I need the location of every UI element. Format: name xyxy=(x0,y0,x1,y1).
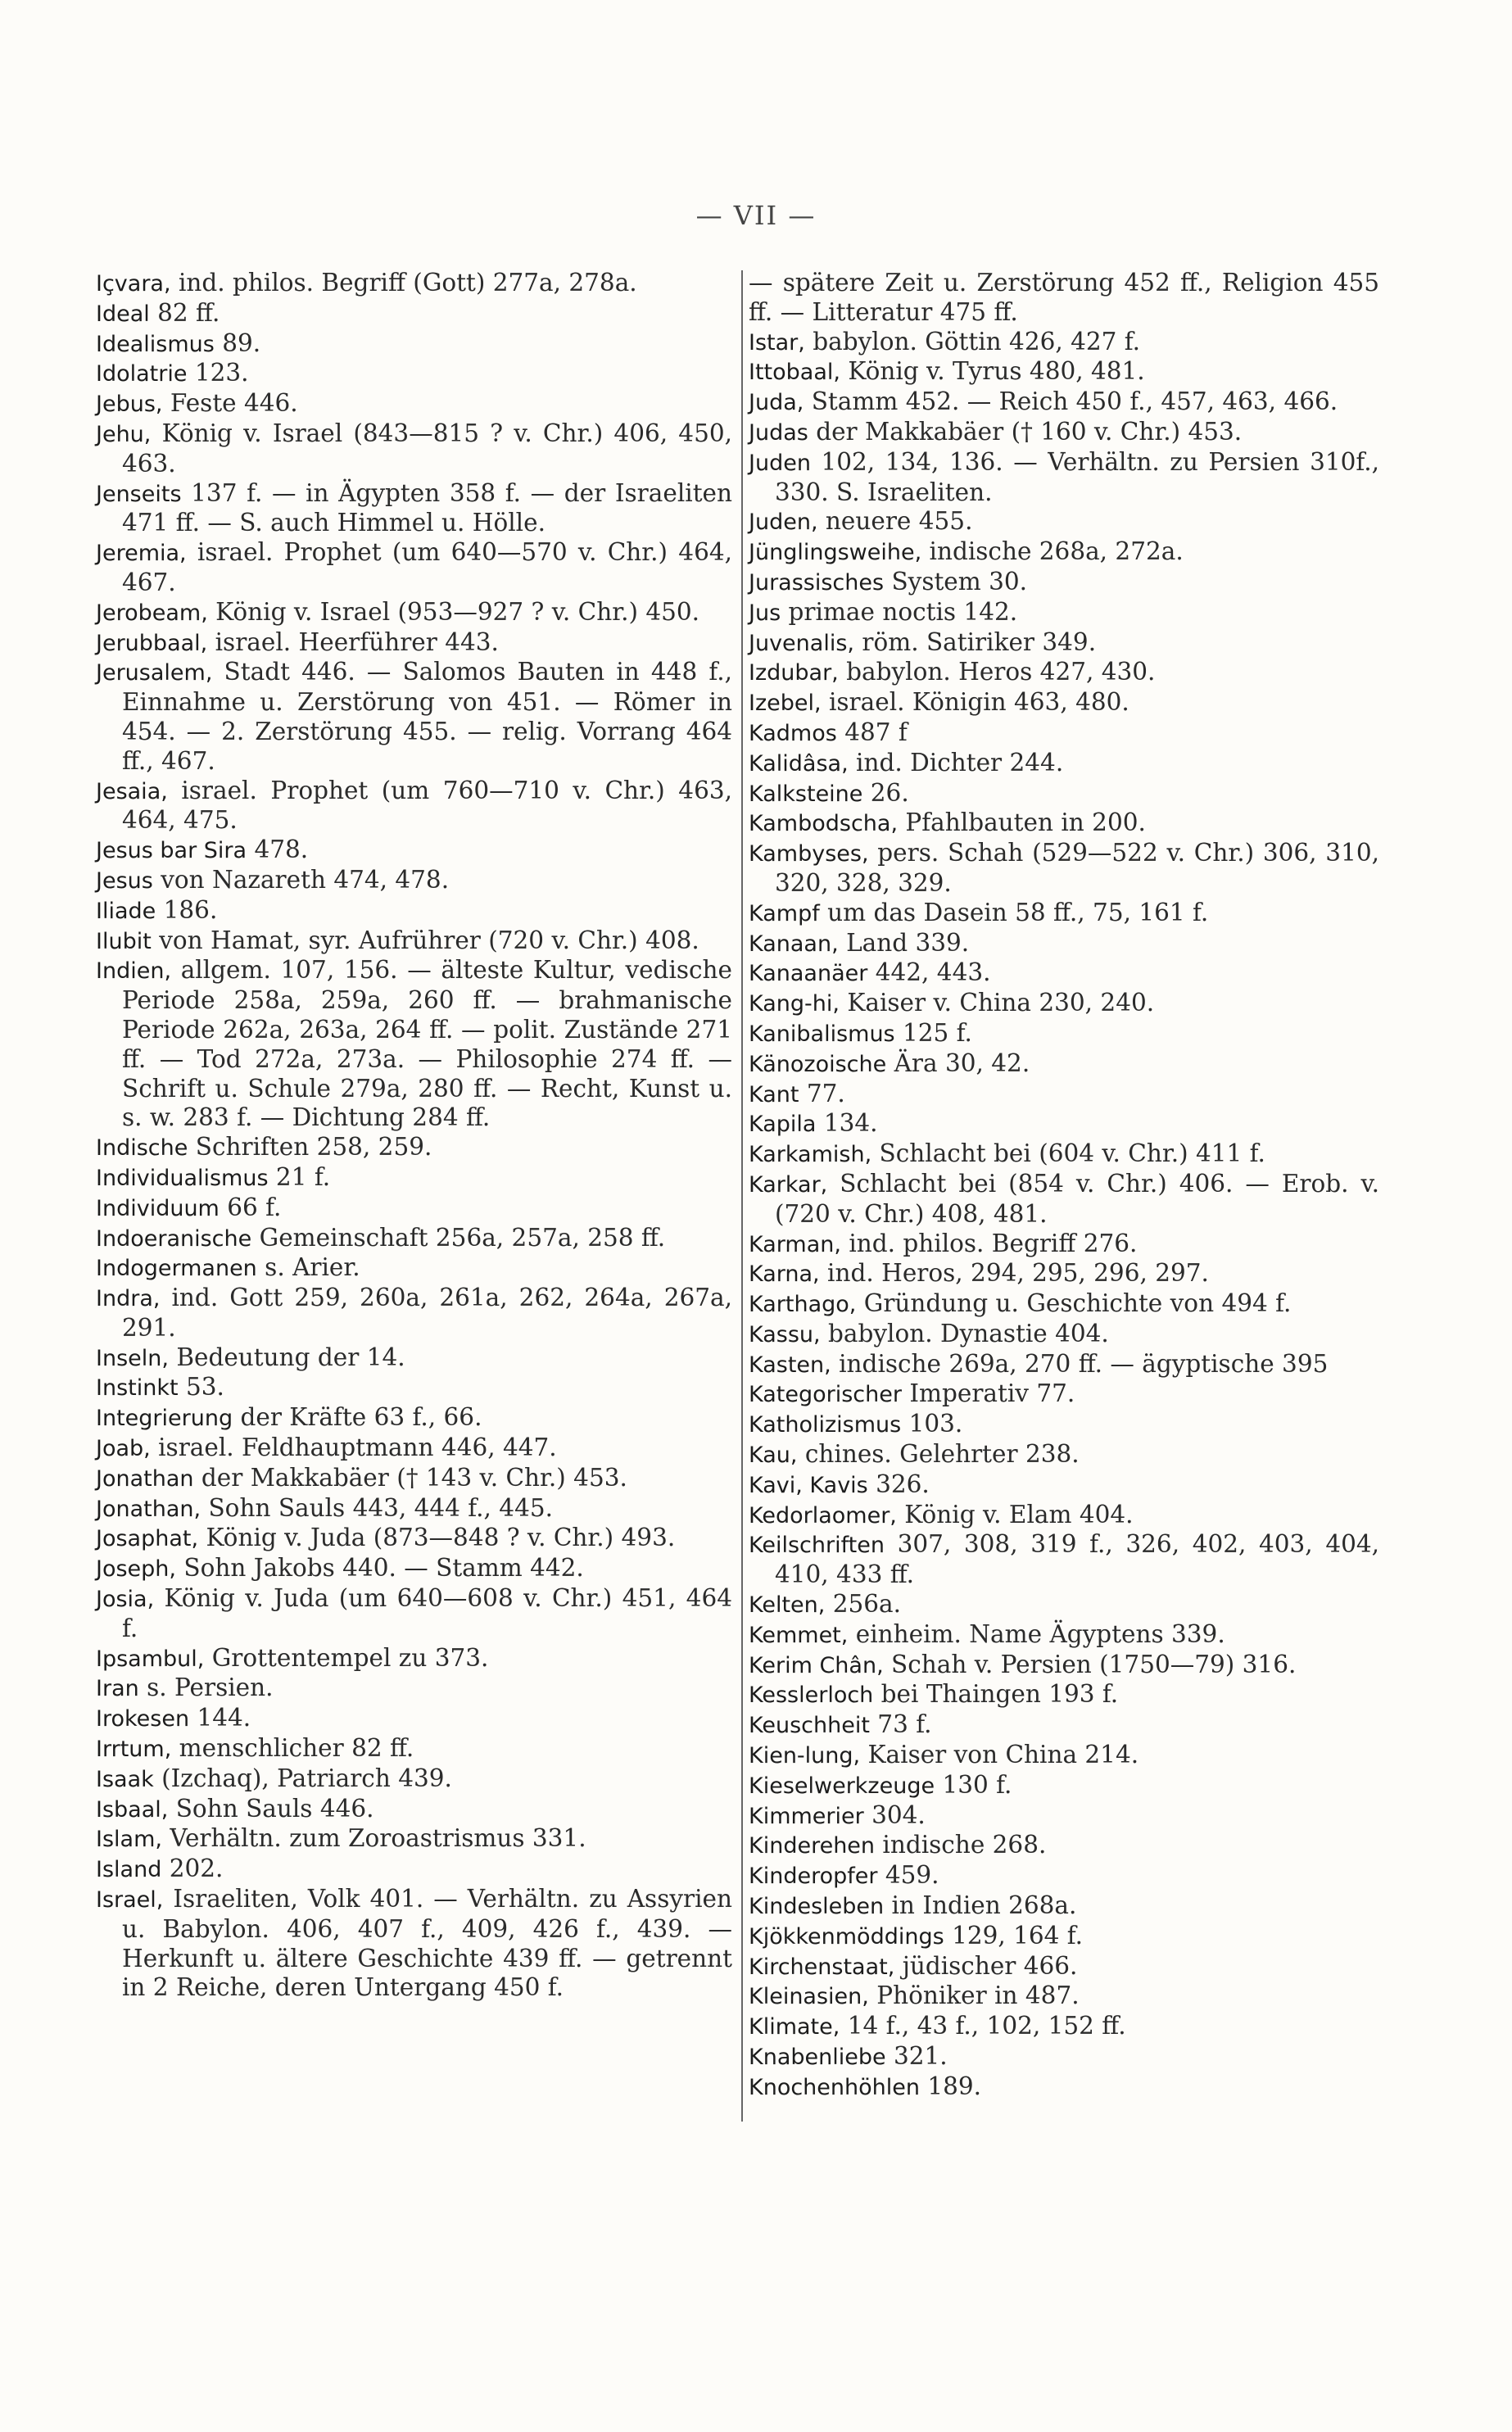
index-entry-text: 102, 134, 136. — Verhältn. zu Persien 310f., 330. S. Israeliten. xyxy=(775,447,1379,506)
index-entry xyxy=(749,1861,1379,1891)
index-entry-headword: Jesaia, xyxy=(96,778,168,804)
index-entry-headword: Jurassisches xyxy=(749,569,885,596)
index-entry xyxy=(749,1259,1379,1289)
index-entry-headword: Islam, xyxy=(96,1827,162,1853)
index-entry xyxy=(96,479,732,539)
index-entry-text: 442, 443. xyxy=(867,958,991,987)
index-entry-text: Pfahlbauten in 200. xyxy=(898,808,1146,837)
index-entry-text: israel. Prophet (um 640—570 v. Chr.) 464, 467. xyxy=(122,538,732,596)
index-entry-headword: Iran xyxy=(96,1676,139,1702)
index-entry xyxy=(96,1704,732,1734)
index-entry-text: einheim. Name Ägyptens 339. xyxy=(848,1619,1225,1648)
index-entry-headword: Indoeranische xyxy=(96,1225,252,1252)
index-entry-headword: Ilubit xyxy=(96,928,152,954)
index-entry-text: 256a. xyxy=(825,1590,902,1619)
index-entry xyxy=(749,1680,1379,1710)
index-entry-text: König v. Juda (um 640—608 v. Chr.) 451, 464 f. xyxy=(122,1584,732,1642)
index-entry-text: System 30. xyxy=(884,567,1028,596)
index-entry xyxy=(96,419,732,479)
index-entry xyxy=(749,1049,1379,1080)
index-entry xyxy=(749,628,1379,659)
index-entry-text: indische 268a, 272a. xyxy=(921,537,1184,566)
index-entry-text: pers. Schah (529—522 v. Chr.) 306, 310, 320, 328, 329. xyxy=(775,839,1379,897)
index-entry-headword: Kinderehen xyxy=(749,1833,876,1859)
index-entry-headword: Keuschheit xyxy=(749,1713,870,1739)
index-entry-headword: Isbaal, xyxy=(96,1796,169,1823)
index-entry xyxy=(749,1379,1379,1410)
index-entry xyxy=(96,777,732,836)
index-entry-headword: Instinkt xyxy=(96,1375,179,1402)
index-entry xyxy=(749,658,1379,688)
index-entry-headword: Kambyses, xyxy=(749,841,869,867)
index-entry-text: 82 ff. xyxy=(149,298,220,327)
index-entry xyxy=(96,1373,732,1403)
index-entry-text: 459. xyxy=(877,1861,939,1890)
index-entry xyxy=(749,958,1379,989)
index-entry xyxy=(96,1824,732,1855)
index-entry-headword: Judas xyxy=(749,419,808,446)
index-entry-headword: Jesus xyxy=(96,867,153,894)
index-entry-text: Grottentempel zu 373. xyxy=(204,1643,489,1672)
index-entry-headword: Kinderopfer xyxy=(749,1864,878,1890)
index-entry-headword: Individuum xyxy=(96,1195,220,1221)
index-entry-headword: Irrtum, xyxy=(96,1737,172,1763)
index-entry-headword: Kadmos xyxy=(749,720,837,746)
index-entry-text: Kaiser v. China 230, 240. xyxy=(839,989,1155,1017)
index-entry-headword: Kieselwerkzeuge xyxy=(749,1773,935,1799)
index-entry-text: babylon. Göttin 426, 427 f. xyxy=(804,327,1141,356)
index-entry-text: 326. xyxy=(867,1470,930,1498)
index-entry xyxy=(96,1224,732,1254)
index-entry xyxy=(96,1494,732,1524)
index-entry xyxy=(749,1410,1379,1440)
index-entry-headword: Kerim Chân, xyxy=(749,1652,884,1678)
index-entry-text: 189. xyxy=(920,2072,982,2100)
index-entry-headword: Kedorlaomer, xyxy=(749,1502,897,1528)
index-entry xyxy=(96,836,732,866)
index-entry-headword: Kalksteine xyxy=(749,781,863,807)
index-entry xyxy=(749,357,1379,387)
index-entry xyxy=(749,1530,1379,1590)
index-entry xyxy=(96,1253,732,1284)
index-entry xyxy=(749,269,1379,328)
index-entry-headword: Kirchenstaat, xyxy=(749,1954,895,1980)
index-entry xyxy=(749,1109,1379,1139)
index-entry-text: primae noctis 142. xyxy=(781,597,1018,626)
index-entry-headword: Kien-lung, xyxy=(749,1743,861,1769)
index-entry xyxy=(749,929,1379,959)
index-entry xyxy=(96,1554,732,1584)
index-entry-text: röm. Satiriker 349. xyxy=(853,627,1097,656)
index-entry xyxy=(749,779,1379,809)
index-entry xyxy=(749,718,1379,749)
index-entry-text: König v. Tyrus 480, 481. xyxy=(840,357,1145,386)
index-entry-text: israel. Feldhauptmann 446, 447. xyxy=(150,1433,557,1462)
index-entry-headword: Izdubar, xyxy=(749,660,839,686)
index-entry xyxy=(96,896,732,926)
index-entry-text: babylon. Dynastie 404. xyxy=(820,1319,1109,1347)
index-entry xyxy=(749,1289,1379,1320)
index-entry-text: Gemeinschaft 256a, 257a, 258 ff. xyxy=(251,1223,666,1252)
index-entry-text: 66 f. xyxy=(219,1193,282,1221)
index-entry-text: ind. Dichter 244. xyxy=(848,748,1064,777)
index-entry xyxy=(749,1501,1379,1531)
index-entry xyxy=(96,658,732,776)
index-entry xyxy=(749,1440,1379,1470)
index-entry-headword: Island xyxy=(96,1857,162,1883)
index-entry-text: 144. xyxy=(189,1704,251,1732)
index-column-left xyxy=(96,269,732,2003)
index-entry xyxy=(749,2072,1379,2103)
index-entry-headword: Idolatrie xyxy=(96,361,188,387)
index-entry xyxy=(96,1193,732,1224)
index-entry-text: 77. xyxy=(799,1079,845,1107)
index-entry-text: Stadt 446. — Salomos Bauten in 448 f., Einnahme u. Zerstörung von 451. — Römer in 454. — 2. Zerstörung 455. — relig. Vorrang 464 ff., 467. xyxy=(122,658,732,775)
index-entry-text: 125 f. xyxy=(894,1018,972,1047)
index-entry-text: indische 269a, 270 ff. — ägyptische 395 xyxy=(831,1349,1329,1378)
index-entry-text: um das Dasein 58 ff., 75, 161 f. xyxy=(819,898,1209,926)
index-entry-text: von Nazareth 474, 478. xyxy=(152,865,450,894)
index-entry-text: König v. Juda (873—848 ? v. Chr.) 493. xyxy=(198,1524,676,1552)
index-entry-text: 130 f. xyxy=(935,1770,1012,1799)
index-entry-headword: Karkar, xyxy=(749,1171,828,1198)
index-entry-headword: Jerobeam, xyxy=(96,600,208,626)
index-entry-headword: Karman, xyxy=(749,1231,841,1257)
index-entry-text: Sohn Sauls 443, 444 f., 445. xyxy=(201,1493,553,1522)
index-entry xyxy=(96,1464,732,1494)
index-entry-text: 137 f. — in Ägypten 358 f. — der Israeliten 471 ff. — S. auch Himmel u. Hölle. xyxy=(122,478,732,537)
index-entry-text: 89. xyxy=(214,328,261,357)
index-entry xyxy=(96,1764,732,1795)
index-entry-headword: Josaphat, xyxy=(96,1526,199,1552)
index-entry-headword: Känozoische xyxy=(749,1051,887,1077)
index-entry-headword: Kau, xyxy=(749,1442,798,1469)
index-entry-headword: Israel, xyxy=(96,1887,164,1913)
index-entry-text: ind. philos. Begriff 276. xyxy=(840,1229,1138,1257)
index-entry-text: Verhältn. zum Zoroastrismus 331. xyxy=(161,1824,586,1853)
index-entry-headword: Knabenliebe xyxy=(749,2045,886,2071)
index-entry-headword: Kelten, xyxy=(749,1592,826,1619)
index-column-right xyxy=(749,269,1379,2103)
index-entry-headword: Individualismus xyxy=(96,1165,269,1191)
index-entry xyxy=(96,956,732,1133)
index-entry-text: Imperativ 77. xyxy=(901,1379,1075,1408)
index-entry-text: König v. Israel (843—815 ? v. Chr.) 406, 450, 463. xyxy=(122,419,732,478)
index-entry-headword: Katholizismus xyxy=(749,1412,902,1438)
index-entry xyxy=(749,387,1379,418)
index-entry xyxy=(96,1163,732,1193)
index-entry-text: (Izchaq), Patriarch 439. xyxy=(153,1764,452,1792)
index-entry xyxy=(749,1470,1379,1501)
index-entry-text: Phöniker in 487. xyxy=(868,1981,1080,2010)
index-entry-headword: Kang-hi, xyxy=(749,991,840,1017)
index-entry xyxy=(749,1080,1379,1110)
index-entry-text: Sohn Sauls 446. xyxy=(168,1794,374,1823)
page-number: — VII — xyxy=(695,200,817,231)
index-entry-text: israel. Königin 463, 480. xyxy=(821,688,1129,717)
index-entry xyxy=(749,328,1379,358)
index-entry xyxy=(96,1343,732,1374)
index-entry-text: 129, 164 f. xyxy=(944,1921,1084,1950)
index-entry-headword: Jonathan, xyxy=(96,1496,201,1522)
index-entry-headword: Jonathan xyxy=(96,1465,194,1492)
index-entry-headword: Kampf xyxy=(749,900,820,926)
index-entry-headword: Kimmerier xyxy=(749,1803,864,1829)
index-entry xyxy=(749,1170,1379,1230)
index-entry-text: von Hamat, syr. Aufrührer (720 v. Chr.) 408. xyxy=(151,926,699,954)
index-entry-text: 53. xyxy=(178,1373,224,1402)
index-entry-headword: Indien, xyxy=(96,958,172,985)
index-entry-headword: Kanaan, xyxy=(749,931,839,957)
index-entry-headword: Jerusalem, xyxy=(96,660,213,686)
index-entry-text: Stamm 452. — Reich 450 f., 457, 463, 466. xyxy=(804,387,1338,416)
index-entry xyxy=(749,839,1379,899)
index-entry xyxy=(749,749,1379,779)
index-entry-text: israel. Prophet (um 760—710 v. Chr.) 463, 464, 475. xyxy=(122,776,732,835)
index-entry-headword: Kambodscha, xyxy=(749,811,899,837)
index-entry-headword: Kalidâsa, xyxy=(749,750,849,777)
index-entry-text: der Makkabäer († 160 v. Chr.) 453. xyxy=(808,417,1243,446)
index-entry xyxy=(96,1433,732,1464)
index-entry xyxy=(749,568,1379,598)
index-entry xyxy=(96,926,732,957)
index-entry-headword: Klimate, xyxy=(749,2014,840,2040)
index-entry-text: 73 f. xyxy=(869,1710,932,1739)
index-entry-text: ind. Gott 259, 260a, 261a, 262, 264a, 267a, 291. xyxy=(122,1284,732,1342)
index-entry-text: der Makkabäer († 143 v. Chr.) 453. xyxy=(193,1463,627,1492)
index-entry-headword: Juvenalis, xyxy=(749,630,854,656)
index-entry-text: Kaiser von China 214. xyxy=(860,1741,1139,1769)
index-entry xyxy=(749,1922,1379,1952)
index-entry-headword: Keilschriften xyxy=(749,1533,885,1559)
index-entry-text: 202. xyxy=(161,1855,224,1883)
index-entry-headword: Kasten, xyxy=(749,1352,831,1378)
index-entry-text: Bedeutung der 14. xyxy=(168,1343,405,1371)
index-entry xyxy=(749,688,1379,718)
index-entry-headword: Kassu, xyxy=(749,1321,821,1347)
index-entry xyxy=(749,2042,1379,2072)
index-entry xyxy=(749,808,1379,839)
index-entry-headword: Iliade xyxy=(96,898,156,924)
index-entry-headword: Ideal xyxy=(96,301,150,327)
index-entry-text: 304. xyxy=(863,1800,926,1829)
index-entry-text: Schriften 258, 259. xyxy=(188,1133,432,1162)
index-entry xyxy=(749,1981,1379,2012)
index-entry-text: 21 f. xyxy=(268,1162,331,1191)
index-entry-headword: Indra, xyxy=(96,1286,161,1312)
index-entry-text: allgem. 107, 156. — älteste Kultur, vedische Periode 258a, 259a, 260 ff. — brahmanische Periode 262a, 263a, 264 ff. — polit. Zustände 271 ff. — Tod 272a, 273a. — Philosophie 274 ff. — Schrift u. Schule 279a, 280 ff. — Recht, Kunst u. s. w. 283 f. — Dichtung 284 ff. xyxy=(122,956,732,1132)
index-entry-text: 307, 308, 319 f., 326, 402, 403, 404, 410, 433 ff. xyxy=(775,1530,1379,1589)
index-entry xyxy=(96,1885,732,2003)
index-entry-headword: Indogermanen xyxy=(96,1256,257,1282)
index-entry-headword: Jünglingsweihe, xyxy=(749,540,922,566)
index-entry-text: Sohn Jakobs 440. — Stamm 442. xyxy=(176,1554,584,1583)
index-entry-headword: Jus xyxy=(749,600,781,626)
index-entry xyxy=(749,1710,1379,1741)
index-entry-headword: Jenseits xyxy=(96,481,182,507)
index-entry-text: ind. philos. Begriff (Gott) 277a, 278a. xyxy=(170,269,637,297)
index-entry xyxy=(749,1350,1379,1380)
index-entry xyxy=(96,866,732,896)
index-entry-text: 487 f xyxy=(836,718,908,746)
index-entry-headword: Jehu, xyxy=(96,421,152,447)
index-entry-text: babylon. Heros 427, 430. xyxy=(838,658,1156,686)
index-entry-text: Israeliten, Volk 401. — Verhältn. zu Assyrien u. Babylon. 406, 407 f., 409, 426 f., 439. — Herkunft u. ältere Geschichte 439 ff. — getrennt in 2 Reiche, deren Untergang 450 f. xyxy=(122,1885,732,2002)
index-entry-text: Gründung u. Geschichte von 494 f. xyxy=(856,1289,1292,1318)
index-entry-headword: Jeremia, xyxy=(96,541,187,567)
index-entry-headword: Jebus, xyxy=(96,392,163,418)
index-entry-headword: Idealismus xyxy=(96,331,215,357)
index-entry xyxy=(96,598,732,628)
index-entry xyxy=(96,329,732,360)
index-entry-headword: Inseln, xyxy=(96,1345,169,1371)
index-entry-headword: Kant xyxy=(749,1081,799,1107)
index-entry-text: bei Thaingen 193 f. xyxy=(873,1680,1119,1709)
index-entry xyxy=(96,1133,732,1163)
index-entry-text: chines. Gelehrter 238. xyxy=(797,1440,1080,1469)
index-entry-headword: Istar, xyxy=(749,329,805,356)
index-entry-text: König v. Elam 404. xyxy=(896,1500,1134,1528)
index-entry-text: Ära 30, 42. xyxy=(886,1048,1030,1077)
index-entry xyxy=(749,1320,1379,1350)
index-entry-text: Feste 446. xyxy=(162,389,298,418)
index-entry xyxy=(749,1741,1379,1771)
index-entry-headword: Juden, xyxy=(749,509,818,536)
index-entry xyxy=(749,537,1379,568)
index-entry-headword: Joseph, xyxy=(96,1556,176,1583)
index-entry xyxy=(749,1831,1379,1861)
index-entry-headword: Kleinasien, xyxy=(749,1984,869,2010)
index-entry xyxy=(749,1230,1379,1260)
index-entry xyxy=(96,1403,732,1433)
index-entry-headword: Kemmet, xyxy=(749,1622,849,1648)
index-entry xyxy=(96,1584,732,1644)
index-entry xyxy=(96,269,732,299)
index-entry xyxy=(96,538,732,598)
index-entry xyxy=(749,1019,1379,1049)
index-entry-text: 186. xyxy=(156,895,218,924)
index-entry-headword: Isaak xyxy=(96,1766,154,1792)
index-entry-text: Schlacht bei (854 v. Chr.) 406. — Erob. v. (720 v. Chr.) 408, 481. xyxy=(775,1169,1379,1228)
index-entry xyxy=(96,299,732,329)
index-entry-headword: Kavi, Kavis xyxy=(749,1472,868,1498)
index-entry-headword: Kategorischer xyxy=(749,1382,902,1408)
index-entry-headword: Kanibalismus xyxy=(749,1021,895,1047)
index-entry xyxy=(749,598,1379,628)
column-divider xyxy=(741,270,743,2122)
index-entry xyxy=(96,1734,732,1764)
index-entry-text: 14 f., 43 f., 102, 152 ff. xyxy=(840,2012,1126,2040)
index-entry-headword: Karkamish, xyxy=(749,1142,872,1168)
index-entry-headword: Içvara, xyxy=(96,271,171,297)
index-entry-text: indische 268. xyxy=(875,1831,1047,1859)
index-entry xyxy=(749,899,1379,929)
index-entry xyxy=(96,1644,732,1674)
index-entry-headword: Knochenhöhlen xyxy=(749,2074,920,2100)
index-entry-headword: Kesslerloch xyxy=(749,1682,874,1709)
index-entry-headword: Integrierung xyxy=(96,1406,233,1432)
index-entry xyxy=(749,2012,1379,2042)
index-entry-text: König v. Israel (953—927 ? v. Chr.) 450. xyxy=(207,597,700,626)
index-entry-text: israel. Heerführer 443. xyxy=(207,627,499,656)
index-entry xyxy=(96,628,732,659)
index-entry xyxy=(749,1891,1379,1922)
index-entry-headword: Kapila xyxy=(749,1112,817,1138)
index-entry-text: in Indien 268a. xyxy=(884,1891,1077,1920)
index-entry xyxy=(749,1620,1379,1651)
index-entry xyxy=(96,1795,732,1825)
index-entry xyxy=(749,1139,1379,1170)
index-entry-text: ind. Heros, 294, 295, 296, 297. xyxy=(819,1259,1209,1288)
index-entry xyxy=(749,507,1379,537)
index-entry xyxy=(749,1801,1379,1832)
index-entry xyxy=(749,1952,1379,1982)
index-entry-text: Schlacht bei (604 v. Chr.) 411 f. xyxy=(871,1139,1265,1168)
index-entry xyxy=(96,1673,732,1704)
index-entry-headword: Ipsambul, xyxy=(96,1646,205,1672)
index-entry-headword: Karna, xyxy=(749,1261,820,1288)
index-entry-headword: Irokesen xyxy=(96,1706,190,1732)
index-entry-headword: Karthago, xyxy=(749,1292,857,1318)
index-entry xyxy=(96,1855,732,1885)
index-entry-text: 134. xyxy=(816,1109,878,1138)
index-entry-headword: Joab, xyxy=(96,1436,151,1462)
index-entry-text: der Kräfte 63 f., 66. xyxy=(233,1403,482,1432)
index-entry-headword: Indische xyxy=(96,1135,188,1162)
index-entry xyxy=(749,989,1379,1019)
index-entry xyxy=(749,418,1379,448)
index-entry-headword: Juda, xyxy=(749,390,804,416)
index-entry-text: — spätere Zeit u. Zerstörung 452 ff., Religion 455 ff. — Litteratur 475 ff. xyxy=(749,269,1379,326)
index-entry-headword: Izebel, xyxy=(749,691,822,717)
index-entry-text: 26. xyxy=(862,778,909,807)
index-entry-headword: Jerubbaal, xyxy=(96,630,208,656)
index-entry-headword: Ittobaal, xyxy=(749,360,840,386)
index-entry-headword: Josia, xyxy=(96,1587,155,1613)
index-entry xyxy=(749,1771,1379,1801)
index-entry-text: Land 339. xyxy=(838,928,970,957)
index-entry xyxy=(96,1524,732,1554)
index-entry-text: 103. xyxy=(901,1410,963,1438)
index-entry-text: 478. xyxy=(247,836,309,864)
index-entry-text: 123. xyxy=(187,359,249,387)
index-entry-headword: Jesus bar Sira xyxy=(96,838,247,864)
index-entry-text: menschlicher 82 ff. xyxy=(171,1734,414,1763)
index-entry-text: s. Persien. xyxy=(138,1673,274,1702)
index-entry-text: neuere 455. xyxy=(817,507,973,536)
index-entry-headword: Juden xyxy=(749,450,811,476)
index-entry-headword: Kindesleben xyxy=(749,1894,885,1920)
index-entry xyxy=(96,1284,732,1343)
index-entry-text: 321. xyxy=(885,2042,948,2071)
index-entry-headword: Kanaanäer xyxy=(749,961,868,987)
index-entry-text: s. Arier. xyxy=(256,1253,360,1282)
index-entry xyxy=(749,1590,1379,1620)
index-entry-headword: Kjökkenmöddings xyxy=(749,1923,944,1950)
index-entry xyxy=(749,448,1379,508)
index-entry-text: Schah v. Persien (1750—79) 316. xyxy=(883,1650,1297,1678)
index-entry xyxy=(749,1651,1379,1681)
index-entry-text: jüdischer 466. xyxy=(894,1951,1078,1980)
index-entry xyxy=(96,389,732,419)
index-entry xyxy=(96,359,732,389)
